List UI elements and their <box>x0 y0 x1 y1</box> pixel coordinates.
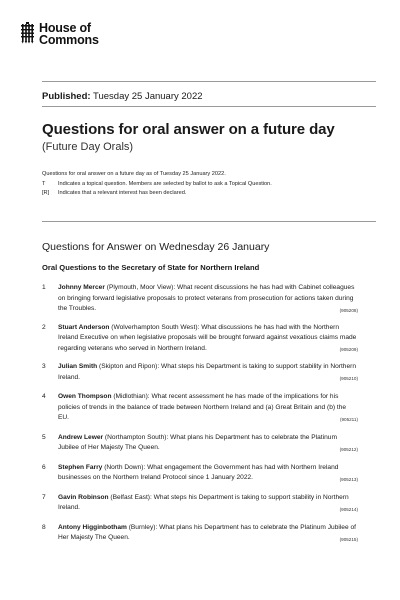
constituency: (Skipton and Ripon): <box>99 363 160 370</box>
member-name: Johnny Mercer <box>58 284 105 291</box>
question-text: What engagement the Government has had with Northern Ireland businesses on the Northern Ireland Protocol since 1 January 2022. <box>58 463 339 481</box>
member-name: Andrew Lewer <box>58 433 104 441</box>
question-ref: (905212) <box>339 446 358 452</box>
question-body <box>58 523 358 544</box>
question-number: 8 <box>42 523 46 531</box>
question-item <box>42 493 358 514</box>
key-text: Indicates a topical question. Members are selected by ballot to ask a Topical Question. <box>58 180 272 187</box>
member-name: Antony Higginbotham <box>58 523 127 531</box>
question-body <box>58 392 358 424</box>
question-ref: (905210) <box>339 376 358 381</box>
member-name: Julian Smith <box>58 363 98 370</box>
member-name: Owen Thompson <box>58 393 112 400</box>
key-symbol: [R] <box>42 190 50 196</box>
question-ref: (905209) <box>339 347 358 352</box>
question-item <box>42 392 358 424</box>
published-date: Tuesday 25 January 2022 <box>93 91 203 102</box>
key-symbol: T <box>42 180 46 187</box>
constituency: (Midlothian): <box>113 393 150 400</box>
key-row-topical <box>42 180 272 190</box>
question-ref: (905211) <box>339 416 358 422</box>
questions-list <box>42 283 358 544</box>
intro-line: Questions for oral answer on a future day as of Tuesday 25 January 2022. <box>42 171 226 177</box>
question-body <box>58 493 358 514</box>
constituency: (Plymouth, Moor View): <box>106 284 176 291</box>
published-line <box>42 91 203 102</box>
question-text: What recent discussions he has had with Cabinet colleagues on bringing forward legislative proposals to protect veterans from prosecution for actions taken during the Troubles. <box>58 284 355 312</box>
document-subtitle: (Future Day Orals) <box>42 141 134 153</box>
question-item <box>42 323 358 355</box>
question-text: What recent assessment he has made of the implications for his policies of trends in the balance of trade between Northern Ireland and (a) Great Britain and (b) the EU. <box>58 393 347 421</box>
question-number: 6 <box>42 463 46 471</box>
question-ref: (905213) <box>339 476 358 482</box>
logo-line-1: House of <box>39 21 91 35</box>
question-ref: (905208) <box>339 307 358 313</box>
key-row-interest <box>42 189 272 199</box>
department-heading: Oral Questions to the Secretary of State for Northern Ireland <box>42 263 260 272</box>
question-text: What plans his Department has to celebrate the Platinum Jubilee of Her Majesty The Queen. <box>58 523 356 541</box>
divider <box>42 221 376 222</box>
question-number: 1 <box>42 284 46 291</box>
question-number: 2 <box>42 323 46 331</box>
published-label: Published: <box>42 91 91 102</box>
question-item <box>42 433 358 454</box>
question-text: What steps his Department is taking to support stability in Northern Ireland. <box>58 363 356 381</box>
question-item <box>42 523 358 544</box>
member-name: Stephen Farry <box>58 463 103 471</box>
question-text: What steps his Department is taking to support stability in Northern Ireland. <box>58 493 349 511</box>
question-body <box>58 362 358 383</box>
question-item <box>42 362 358 383</box>
question-ref: (905214) <box>339 506 358 512</box>
document-title: Questions for oral answer on a future day <box>42 121 335 138</box>
question-item <box>42 283 358 315</box>
question-item <box>42 463 358 484</box>
question-number: 7 <box>42 493 46 501</box>
question-number: 5 <box>42 433 46 441</box>
constituency: (Burnley): <box>128 523 158 531</box>
divider <box>42 106 376 107</box>
constituency: (North Down): <box>104 463 146 471</box>
portcullis-icon <box>20 22 35 44</box>
intro-block <box>42 170 272 199</box>
constituency: (Wolverhampton South West): <box>111 323 200 331</box>
logo-line-2: Commons <box>39 33 99 47</box>
question-body <box>58 433 358 454</box>
section-heading: Questions for Answer on Wednesday 26 January <box>42 241 270 253</box>
question-text: What plans his Department has to celebrate the Platinum Jubilee of Her Majesty The Queen. <box>58 433 337 451</box>
question-text: What discussions he has had with the Northern Ireland Executive on when legislative proposals will be brought forward against vexatious claims made regarding veterans who served in Northern Ireland. <box>58 323 357 352</box>
divider <box>42 81 376 82</box>
question-body <box>58 283 358 315</box>
house-of-commons-logo <box>20 22 99 48</box>
constituency: (Belfast East): <box>110 493 152 501</box>
question-number: 4 <box>42 393 46 400</box>
member-name: Gavin Robinson <box>58 493 109 501</box>
question-ref: (905215) <box>339 536 358 542</box>
question-number: 3 <box>42 363 46 370</box>
member-name: Stuart Anderson <box>58 323 110 331</box>
constituency: (Northampton South): <box>104 433 169 441</box>
question-body <box>58 463 358 484</box>
key-text: Indicates that a relevant interest has been declared. <box>58 190 187 196</box>
question-body <box>58 323 358 355</box>
